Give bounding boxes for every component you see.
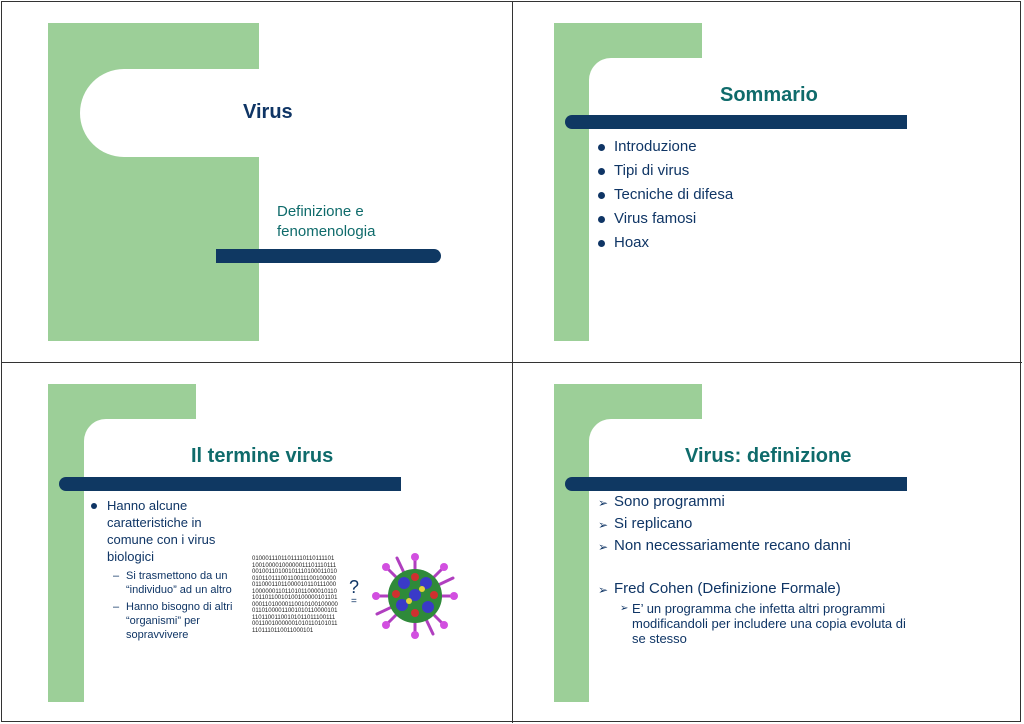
sub-list-item: – Si trasmettono da un “individuo” ad un altro xyxy=(113,570,232,596)
bullet-dot-icon xyxy=(598,216,605,223)
bullet-dot-icon xyxy=(598,144,605,151)
bullet-list xyxy=(598,491,851,600)
list-item: ➢ Non necessariamente recano danni xyxy=(598,535,851,557)
question-mark: ? xyxy=(349,577,360,597)
sub-list-item: – Hanno bisogno di altri “organismi” per sopravvivere xyxy=(113,601,233,641)
accent-bar xyxy=(216,249,441,263)
list-item: Tipi di virus xyxy=(598,159,733,183)
list-item: Hanno alcune caratteristiche in comune con i virus biologici xyxy=(107,498,216,564)
binary-code-block: 01000111011011110110111101 10010000100000011101110111 00100110100101110100011010 01011011100110011100100000 01100011011000010110111000 10000001101101011000010110 10110110010100100000101101 00011010000110010100100000 01101000011001010110000101 11011001100101011011100111 00110010000001010110101011 1101110110011000101 xyxy=(252,556,338,634)
list-item: ➢ Fred Cohen (Definizione Formale) xyxy=(598,578,851,600)
arrow-bullet-icon: ➢ xyxy=(598,518,609,532)
list-item: Hoax xyxy=(598,231,733,255)
slide-title: Sommario xyxy=(720,84,818,106)
slide-title: Virus xyxy=(243,101,293,123)
title-notch xyxy=(80,69,340,157)
list-item: Introduzione xyxy=(598,135,733,159)
dash-icon: – xyxy=(113,570,120,582)
bullet-dot-icon xyxy=(598,192,605,199)
dash-icon: – xyxy=(113,601,120,613)
equals-sign: = xyxy=(351,596,357,607)
slide-title: Il termine virus xyxy=(191,445,334,467)
list-item: ➢ Si replicano xyxy=(598,513,851,535)
list-item: Virus famosi xyxy=(598,207,733,231)
handout-page xyxy=(1,1,1021,722)
list-item: Tecniche di difesa xyxy=(598,183,733,207)
arrow-bullet-icon: ➢ xyxy=(598,540,609,554)
list-item: ➢ Sono programmi xyxy=(598,491,851,513)
bullet-list xyxy=(598,135,733,255)
bullet-list xyxy=(91,497,232,642)
slide-4 xyxy=(513,363,1023,723)
accent-bar xyxy=(565,115,907,129)
subtitle-line: Definizione e xyxy=(277,203,364,220)
slide-2 xyxy=(513,2,1023,362)
accent-bar xyxy=(59,477,401,491)
bullet-dot-icon xyxy=(598,240,605,247)
arrow-bullet-icon: ➢ xyxy=(598,583,609,597)
slide-subtitle xyxy=(277,202,375,242)
sub-list-item: ➢ E’ un programma che infetta altri programmi modificandoli per includere una copia evoluta di se stesso xyxy=(620,601,906,646)
arrow-bullet-icon: ➢ xyxy=(620,603,629,614)
slide-title: Virus: definizione xyxy=(685,445,852,467)
arrow-bullet-icon: ➢ xyxy=(598,496,609,510)
virus-illustration-icon xyxy=(372,553,458,639)
slide-3 xyxy=(2,363,512,723)
bullet-dot-icon xyxy=(598,168,605,175)
accent-bar xyxy=(565,477,907,491)
bullet-dot-icon xyxy=(91,503,97,509)
subtitle-line: fenomenologia xyxy=(277,223,376,240)
slide-1 xyxy=(2,2,512,362)
